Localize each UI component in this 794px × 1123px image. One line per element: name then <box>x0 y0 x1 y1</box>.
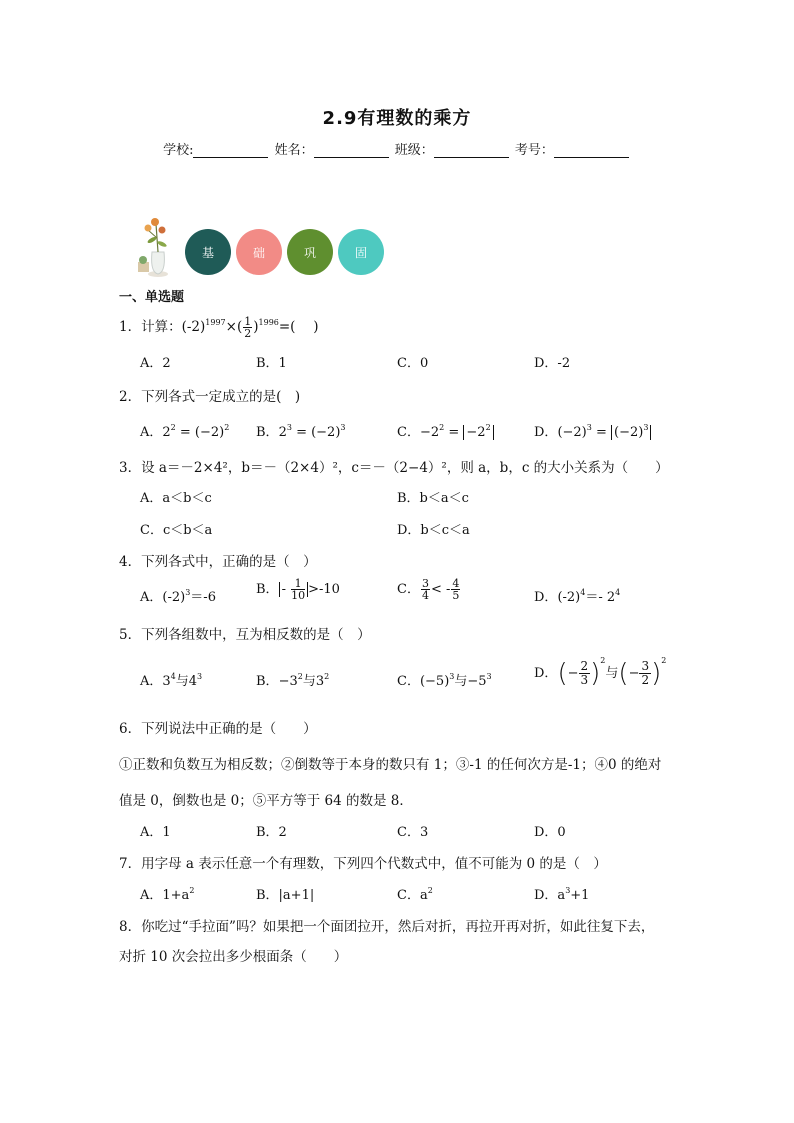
question-8-line1: 8．你吃过“手拉面”吗？如果把一个面团拉开，然后对折，再拉开再对折，如此往复下去， <box>119 919 655 935</box>
question-6: 6．下列说法中正确的是（ ） <box>119 721 317 737</box>
question-2: 2．下列各式一定成立的是( ) <box>119 389 301 405</box>
q5-option-d[interactable]: D．(− $\frac{2}{3}$ )$^2$与(− $\frac{3}{2}$ )$^2$ <box>534 656 667 689</box>
question-8-line2: 对折 10 次会拉出多少根面条（ ） <box>119 949 348 965</box>
page-title: 2.9有理数的乘方 <box>322 108 472 129</box>
student-info-line <box>0 139 794 158</box>
question-1: 1．计算：$(-2)^{1997}\times$( $\frac{1}{2}$ )$^{1996}$=( ) <box>119 315 319 340</box>
q7-option-a[interactable]: A．$1+a^2$ <box>140 886 195 903</box>
q5-option-b[interactable]: B．$-3^2$与$3^2$ <box>256 672 330 689</box>
number-blank[interactable] <box>554 145 629 158</box>
q2-option-b[interactable]: B．$2^3 = (-2)^3$ <box>256 423 346 440</box>
q1-option-d[interactable]: D．-2 <box>534 356 571 371</box>
q3-option-b[interactable]: B．b＜a＜c <box>397 491 469 506</box>
question-6-statements-line2: 值是 0，倒数也是 0；⑤平方等于 64 的数是 8． <box>119 793 413 809</box>
q4-option-d[interactable]: D．$(-2)^4=-$ $2^4$ <box>534 588 621 605</box>
badge-gu: 固 <box>338 229 384 275</box>
q2-option-a[interactable]: A．$2^2 = (-2)^2$ <box>140 423 230 440</box>
q3-option-a[interactable]: A．a＜b＜c <box>140 491 212 506</box>
name-blank[interactable] <box>314 145 389 158</box>
q6-option-d[interactable]: D．0 <box>534 825 566 840</box>
school-blank[interactable] <box>193 145 268 158</box>
q4-option-b[interactable]: B． - $\frac{1}{10}$ >-10 <box>256 577 340 602</box>
badge-row <box>185 229 384 275</box>
class-label: 班级： <box>394 143 434 158</box>
q1-option-a[interactable]: A．2 <box>140 356 171 371</box>
question-6-statements-line1: ①正数和负数互为相反数；②倒数等于本身的数只有 1；③-1 的任何次方是-1；④0 的绝对 <box>119 757 662 773</box>
q1-option-c[interactable]: C．0 <box>397 356 429 371</box>
section-heading: 一、单选题 <box>119 290 185 305</box>
q1-option-b[interactable]: B．1 <box>256 356 287 371</box>
q2-option-c[interactable]: C．$-2^2 = -2^2$ <box>397 421 494 440</box>
question-5: 5．下列各组数中，互为相反数的是（ ） <box>119 627 371 643</box>
q2-option-d[interactable]: D．$(-2)^3 = (-2)^3$ <box>534 421 651 440</box>
badge-chu: 础 <box>236 229 282 275</box>
q3-option-d[interactable]: D．b＜c＜a <box>397 523 470 538</box>
q7-option-d[interactable]: D．$a^3+1$ <box>534 886 590 903</box>
q6-option-b[interactable]: B．2 <box>256 825 287 840</box>
class-blank[interactable] <box>434 145 509 158</box>
school-label: 学校: <box>163 143 194 158</box>
question-7: 7．用字母 a 表示任意一个有理数，下列四个代数式中，值不可能为 0 的是（ ） <box>119 856 607 872</box>
q3-option-c[interactable]: C．c＜b＜a <box>140 523 213 538</box>
name-label: 姓名： <box>274 143 314 158</box>
q7-option-c[interactable]: C．$a^2$ <box>397 886 433 903</box>
q5-option-c[interactable]: C．$(-5)^3$与$-5^3$ <box>397 672 492 689</box>
question-4: 4．下列各式中，正确的是（ ） <box>119 554 317 570</box>
badge-ji: 基 <box>185 229 231 275</box>
q4-option-a[interactable]: A．$(-2)^3=-6$ <box>140 588 216 605</box>
number-label: 考号： <box>514 143 554 158</box>
q6-option-a[interactable]: A．1 <box>140 825 171 840</box>
badge-gong: 巩 <box>287 229 333 275</box>
question-3: 3．设 a＝－2×4²，b＝－（2×4）²，c＝－（2−4）²，则 a，b，c 的大小关系为（ ） <box>119 460 669 476</box>
q7-option-b[interactable]: B．|a+1| <box>256 888 315 903</box>
q4-option-c[interactable]: C． $\frac{3}{4}$ < - $\frac{4}{5}$ <box>397 577 460 602</box>
q5-option-a[interactable]: A．$3^4$与$4^3$ <box>140 672 203 689</box>
plant-vase-illustration <box>134 216 176 278</box>
q6-option-c[interactable]: C．3 <box>397 825 429 840</box>
